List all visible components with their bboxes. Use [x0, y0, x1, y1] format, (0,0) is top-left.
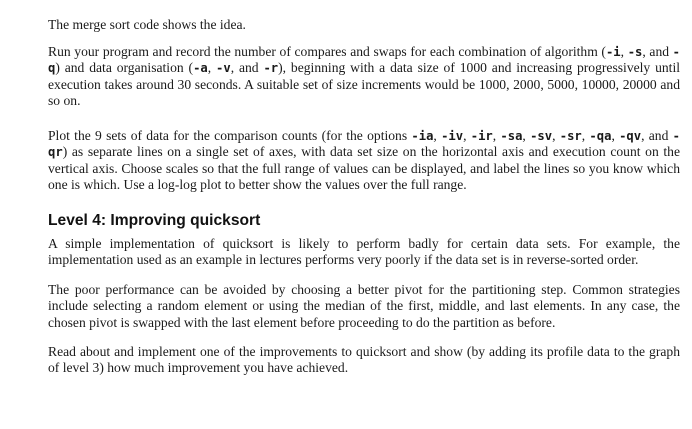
- plot-instructions-paragraph: Plot the 9 sets of data for the comparison counts (for the options -ia, -iv, -ir, -sa, -sv, -sr, -qa, -qv, and -qr) as separate lines on a single set of axes, with data set size on the horizontal axis and execution count on the vertical axis. Choose scales so that the full range of values can be displayed, and label the lines so you know which one is which. Use a log-log plot to better show the values over the full range.: [48, 128, 680, 192]
- option-sr-code: -sr: [559, 129, 582, 143]
- run-instructions-paragraph: Run your program and record the number of compares and swaps for each combination of algorithm (-i, -s, and -q) and data organisation (-a, -v, and -r), beginning with a data size of 1000 and increasing progressively until execution takes around 30 seconds. A suitable set of size increments would be 1000, 2000, 5000, 10000, 20000 and so on.: [48, 44, 681, 108]
- option-sa-code: -sa: [500, 129, 523, 143]
- option-q-code: -q: [48, 45, 681, 76]
- level-4-heading: Level 4: Improving quicksort: [48, 212, 261, 229]
- pivot-strategy-paragraph: The poor performance can be avoided by choosing a better pivot for the partitioning step. Common strategies include selecting a random element or using the median of the first, middle, and last elements. In any case, the chosen pivot is swapped with the last element before proceeding to do the partition as before.: [48, 282, 680, 330]
- option-qr-code: -qr: [48, 129, 680, 160]
- option-a-code: -a: [193, 61, 208, 76]
- implementation-task-paragraph: Read about and implement one of the improvements to quicksort and show (by adding its profile data to the graph of level 3) how much improvement you have achieved.: [48, 344, 680, 376]
- option-s-code: -s: [627, 45, 643, 59]
- quicksort-intro-paragraph: A simple implementation of quicksort is likely to perform badly for certain data sets. For example, the implementation used as an example in lectures performs very poorly if the data set is in reverse-sorted order.: [48, 236, 680, 268]
- option-v-code: -v: [216, 61, 231, 76]
- option-iv-code: -iv: [441, 129, 464, 143]
- option-i-code: -i: [605, 45, 621, 59]
- option-ia-code: -ia: [411, 129, 434, 143]
- option-qa-code: -qa: [589, 129, 612, 143]
- intro-paragraph: The merge sort code shows the idea.: [48, 17, 246, 32]
- option-sv-code: -sv: [530, 129, 553, 143]
- option-ir-code: -ir: [470, 129, 493, 143]
- option-r-code: -r: [263, 61, 279, 76]
- option-qv-code: -qv: [619, 129, 642, 143]
